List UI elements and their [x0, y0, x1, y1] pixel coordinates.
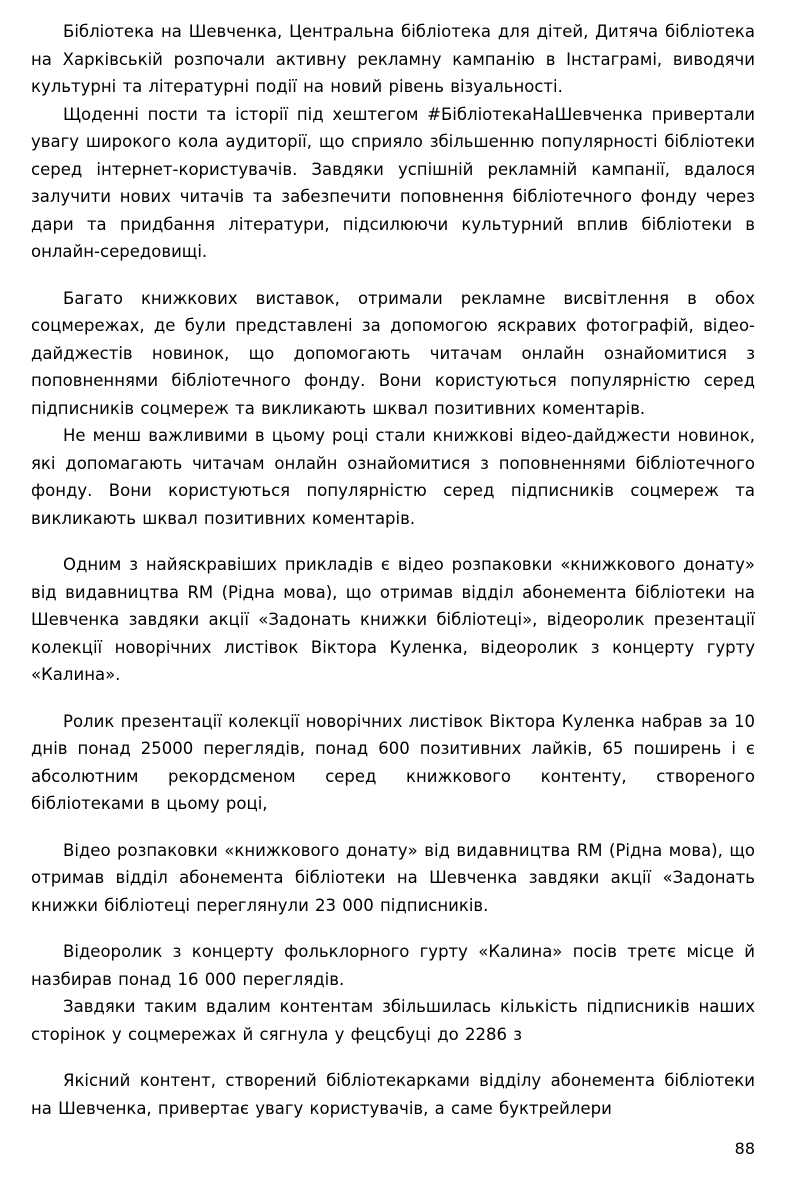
paragraph-1: Бібліотека на Шевченка, Центральна бібліотека для дітей, Дитяча бібліотека на Харківській розпочали активну рекламну кампанію в Інстаграмі, виводячи культурні та літературні події на новий рівень візуальності.	[31, 22, 755, 96]
paragraph-spacer	[31, 818, 755, 837]
paragraph-3: Багато книжкових виставок, отримали рекламне висвітлення в обох соцмережах, де були представлені за допомогою яскравих фотографій, відео-дайджестів новинок, що допомогають читачам онлайн ознайомитися з поповненнями бібліотечного фонду. Вони користуються популярністю серед підписників соцмереж та викликають шквал позитивних коментарів.	[31, 288, 755, 418]
paragraph-7: Відео розпаковки «книжкового донату» від видавництва RM (Рідна мова), що отримав відділ абонемента бібліотеки на Шевченка завдяки акції «Задонать книжки бібліотеці переглянули 23 000 підписників.	[31, 840, 755, 915]
paragraph-5: Одним з найяскравіших прикладів є відео розпаковки «книжкового донату» від видавництва RM (Рідна мова), що отримав відділ абонемента бібліотеки на Шевченка завдяки акції «Задонать книжки бібліотеці», відеоролик презентації колекції новорічних листівок Віктора Куленка, відеоролик з концерту гурту «Калина».	[31, 555, 755, 684]
paragraph-9: Завдяки таким вдалим контентам збільшилась кількість підписників наших сторінок у соцмережах й сягнула у фецсбуці до 2286 з	[31, 997, 755, 1044]
paragraph-6: Ролик презентації колекції новорічних листівок Віктора Куленка набрав за 10 днів понад 25000 переглядів, понад 600 позитивних лайків, 65 поширень і є абсолютним рекордсменом серед книжкового контенту, створеного бібліотеками в цьому році,	[31, 711, 755, 813]
paragraph-2: Щоденні пости та історії під хештегом #БібліотекаНаШевченка привертали увагу широкого кола аудиторії, що сприяло збільшенню популярності бібліотеки серед інтернет-користувачів. Завдяки успішній рекламній кампанії, вдалося залучити нових читачів та забезпечити поповнення бібліотечного фонду через дари та придбання літератури, підсилюючи культурний вплив бібліотеки в онлайн-середовищі.	[31, 104, 755, 261]
paragraph-spacer	[31, 532, 755, 551]
paragraph-10: Якісний контент, створений бібліотекарками відділу абонемента бібліотеки на Шевченка, привертає увагу користувачів, а саме буктрейлери	[31, 1071, 755, 1118]
page-number: 88	[734, 1139, 755, 1158]
paragraph-8: Відеоролик з концерту фольклорного гурту «Калина» посів третє місце й назбирав понад 16 000 переглядів.	[31, 942, 755, 989]
paragraph-spacer	[31, 266, 755, 285]
paragraph-spacer	[31, 1048, 755, 1067]
paragraph-4: Не менш важливими в цьому році стали книжкові відео-дайджести новинок, які допомагають читачам онлайн ознайомитися з поповненнями бібліотечного фонду. Вони користуються популярністю серед підписників соцмереж та викликають шквал позитивних коментарів.	[31, 426, 755, 528]
paragraph-spacer	[31, 919, 755, 938]
paragraph-spacer	[31, 689, 755, 708]
